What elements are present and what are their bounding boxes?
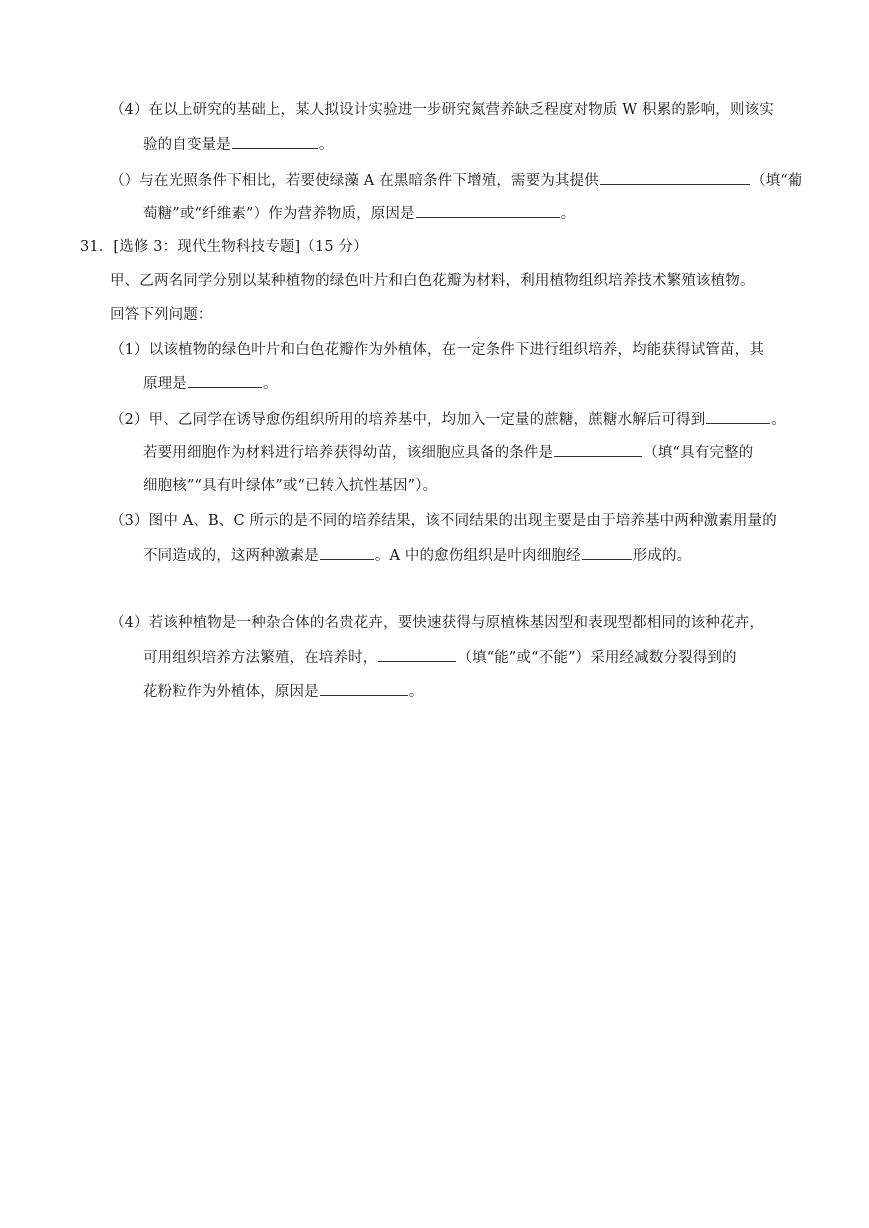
answer-blank[interactable] (554, 442, 642, 457)
answer-blank[interactable] (188, 373, 262, 388)
q31-intro-line1: 甲、乙两名同学分别以某种植物的绿色叶片和白色花瓣为材料，利用植物组织培养技术繁殖该植物。 (110, 273, 755, 289)
q30-part5-line1: （）与在光照条件下相比，若要使绿藻 A 在黑暗条件下增殖，需要为其提供 （填“葡 (110, 170, 802, 191)
q31-part2-line3: 细胞核”“具有叶绿体”或“已转入抗性基因”）。 (143, 478, 438, 494)
answer-blank[interactable] (582, 545, 632, 560)
q30-part4-line1: （4）在以上研究的基础上，某人拟设计实验进一步研究氮营养缺乏程度对物质 W 积累的影响，则该实 (110, 102, 774, 118)
q31-part3-line1: （3）图中 A、B、C 所示的是不同的培养结果，该不同结果的出现主要是由于培养基中两种激素用量的 (110, 513, 777, 529)
q31-part3-line2: 不同造成的，这两种激素是 。A 中的愈伤组织是叶肉细胞经 形成的。 (143, 545, 691, 566)
q31-part2-line1: （2）甲、乙同学在诱导愈伤组织所用的培养基中，均加入一定量的蔗糖，蔗糖水解后可得到 。 (110, 409, 786, 430)
q31-part4-line3: 花粉粒作为外植体，原因是 。 (143, 681, 423, 702)
q31-part4-line1: （4）若该种植物是一种杂合体的名贵花卉，要快速获得与原植株基因型和表现型都相同的该种花卉， (110, 615, 764, 631)
q31-part4-line2: 可用组织培养方法繁殖，在培养时， （填“能”或“不能”）采用经减数分裂得到的 (143, 647, 737, 668)
q30-part5-line2: 萄糖”或“纤维素”）作为营养物质，原因是 。 (143, 203, 575, 224)
q31-part1-line1: （1）以该植物的绿色叶片和白色花瓣作为外植体，在一定条件下进行组织培养，均能获得试管苗，其 (110, 342, 764, 358)
answer-blank[interactable] (706, 409, 770, 424)
q31-part2-line2: 若要用细胞作为材料进行培养获得幼苗，该细胞应具备的条件是 （填“具有完整的 (143, 442, 753, 463)
q31-heading: 31．[选修 3：现代生物科技专题]（15 分） (80, 239, 368, 255)
q30-part4-line2: 验的自变量是 。 (143, 134, 334, 155)
answer-blank[interactable] (416, 203, 560, 218)
answer-blank[interactable] (320, 545, 374, 560)
answer-blank[interactable] (378, 647, 456, 662)
q31-part1-line2: 原理是 。 (143, 373, 278, 394)
q31-intro-line2: 回答下列问题： (110, 307, 213, 323)
answer-blank[interactable] (320, 681, 408, 696)
answer-blank[interactable] (232, 134, 318, 149)
answer-blank[interactable] (600, 170, 750, 185)
